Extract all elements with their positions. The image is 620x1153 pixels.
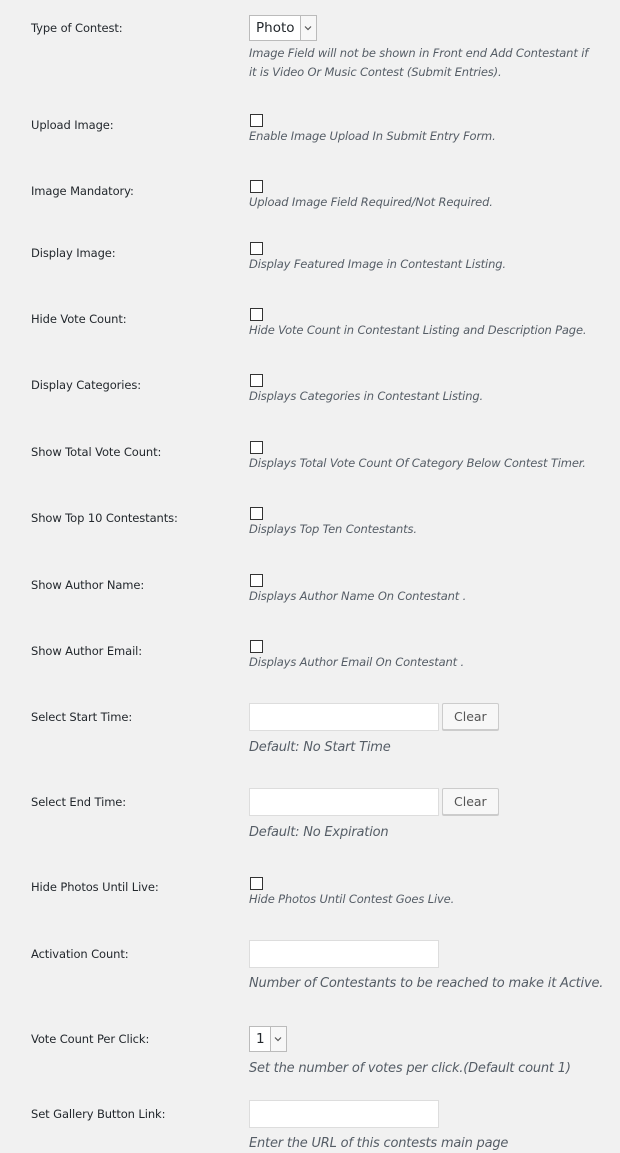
display-image-checkbox[interactable] [250, 242, 263, 255]
show-top-10-label: Show Top 10 Contestants: [31, 511, 178, 525]
image-mandatory-field [249, 180, 609, 212]
hide-photos-until-live-label: Hide Photos Until Live: [31, 880, 159, 894]
show-author-email-desc: Displays Author Email On Contestant . [249, 655, 465, 669]
show-total-vote-count-desc: Displays Total Vote Count Of Category Below Contest Timer. [249, 456, 586, 470]
type-of-contest-desc-1: Image Field will not be shown in Front end Add Contestant if [249, 46, 589, 60]
display-categories-checkbox[interactable] [250, 374, 263, 387]
type-of-contest-selected: Photo [256, 20, 295, 36]
upload-image-label: Upload Image: [31, 118, 114, 132]
activation-count-desc: Number of Contestants to be reached to make it Active. [249, 976, 604, 991]
set-gallery-button-link-desc: Enter the URL of this contests main page [249, 1136, 509, 1151]
hide-photos-until-live-desc: Hide Photos Until Contest Goes Live. [249, 892, 455, 906]
show-total-vote-count-field [249, 441, 609, 473]
start-time-input[interactable] [249, 703, 439, 731]
show-author-email-label: Show Author Email: [31, 644, 143, 658]
hide-vote-count-label: Hide Vote Count: [31, 312, 127, 326]
show-total-vote-count-checkbox[interactable] [250, 441, 263, 454]
display-categories-desc: Displays Categories in Contestant Listing. [249, 389, 483, 403]
image-mandatory-checkbox[interactable] [250, 180, 263, 193]
display-image-desc: Display Featured Image in Contestant Listing. [249, 257, 506, 271]
show-author-email-checkbox[interactable] [250, 640, 263, 653]
upload-image-desc: Enable Image Upload In Submit Entry Form. [249, 129, 496, 143]
vote-count-per-click-select[interactable] [249, 1026, 287, 1052]
type-of-contest-select[interactable] [249, 15, 317, 41]
show-author-name-checkbox[interactable] [250, 574, 263, 587]
display-categories-label: Display Categories: [31, 378, 142, 392]
vote-count-per-click-desc: Set the number of votes per click.(Default count 1) [249, 1061, 571, 1076]
show-author-name-desc: Displays Author Name On Contestant . [249, 589, 467, 603]
end-time-input[interactable] [249, 788, 439, 816]
upload-image-checkbox[interactable] [250, 114, 263, 127]
set-gallery-button-link-label: Set Gallery Button Link: [31, 1107, 166, 1121]
activation-count-label: Activation Count: [31, 947, 129, 961]
hide-vote-count-desc: Hide Vote Count in Contestant Listing and Description Page. [249, 323, 587, 337]
select-end-time-desc: Default: No Expiration [249, 825, 389, 840]
image-mandatory-label: Image Mandatory: [31, 184, 134, 198]
display-image-label: Display Image: [31, 246, 116, 260]
hide-vote-count-field [249, 308, 609, 340]
show-author-email-field [249, 640, 609, 672]
gallery-button-link-input[interactable] [249, 1100, 439, 1128]
activation-count-field [249, 940, 609, 993]
vote-count-per-click-field [249, 1026, 609, 1078]
show-author-name-label: Show Author Name: [31, 578, 145, 592]
hide-vote-count-checkbox[interactable] [250, 308, 263, 321]
image-mandatory-desc: Upload Image Field Required/Not Required. [249, 195, 493, 209]
start-time-clear-button[interactable]: Clear [442, 703, 499, 730]
type-of-contest-label: Type of Contest: [31, 21, 123, 35]
type-of-contest-desc-2: it is Video Or Music Contest (Submit Entries). [249, 65, 502, 79]
select-start-time-desc: Default: No Start Time [249, 740, 391, 755]
end-time-clear-button[interactable]: Clear [442, 788, 499, 815]
type-of-contest-field [249, 15, 609, 82]
display-image-field [249, 242, 609, 274]
chevron-down-icon [300, 16, 316, 40]
display-categories-field [249, 374, 609, 406]
hide-photos-until-live-field [249, 877, 609, 909]
select-end-time-label: Select End Time: [31, 795, 127, 809]
vote-count-per-click-selected: 1 [256, 1031, 265, 1047]
show-top-10-field [249, 507, 609, 539]
upload-image-field [249, 114, 609, 146]
show-total-vote-count-label: Show Total Vote Count: [31, 445, 162, 459]
select-end-time-field [249, 788, 609, 842]
activation-count-input[interactable] [249, 940, 439, 968]
hide-photos-until-live-checkbox[interactable] [250, 877, 263, 890]
select-start-time-label: Select Start Time: [31, 710, 133, 724]
select-start-time-field [249, 703, 609, 757]
show-top-10-checkbox[interactable] [250, 507, 263, 520]
chevron-down-icon [270, 1027, 286, 1051]
show-author-name-field [249, 574, 609, 606]
show-top-10-desc: Displays Top Ten Contestants. [249, 522, 417, 536]
vote-count-per-click-label: Vote Count Per Click: [31, 1032, 150, 1046]
set-gallery-button-link-field [249, 1100, 609, 1153]
